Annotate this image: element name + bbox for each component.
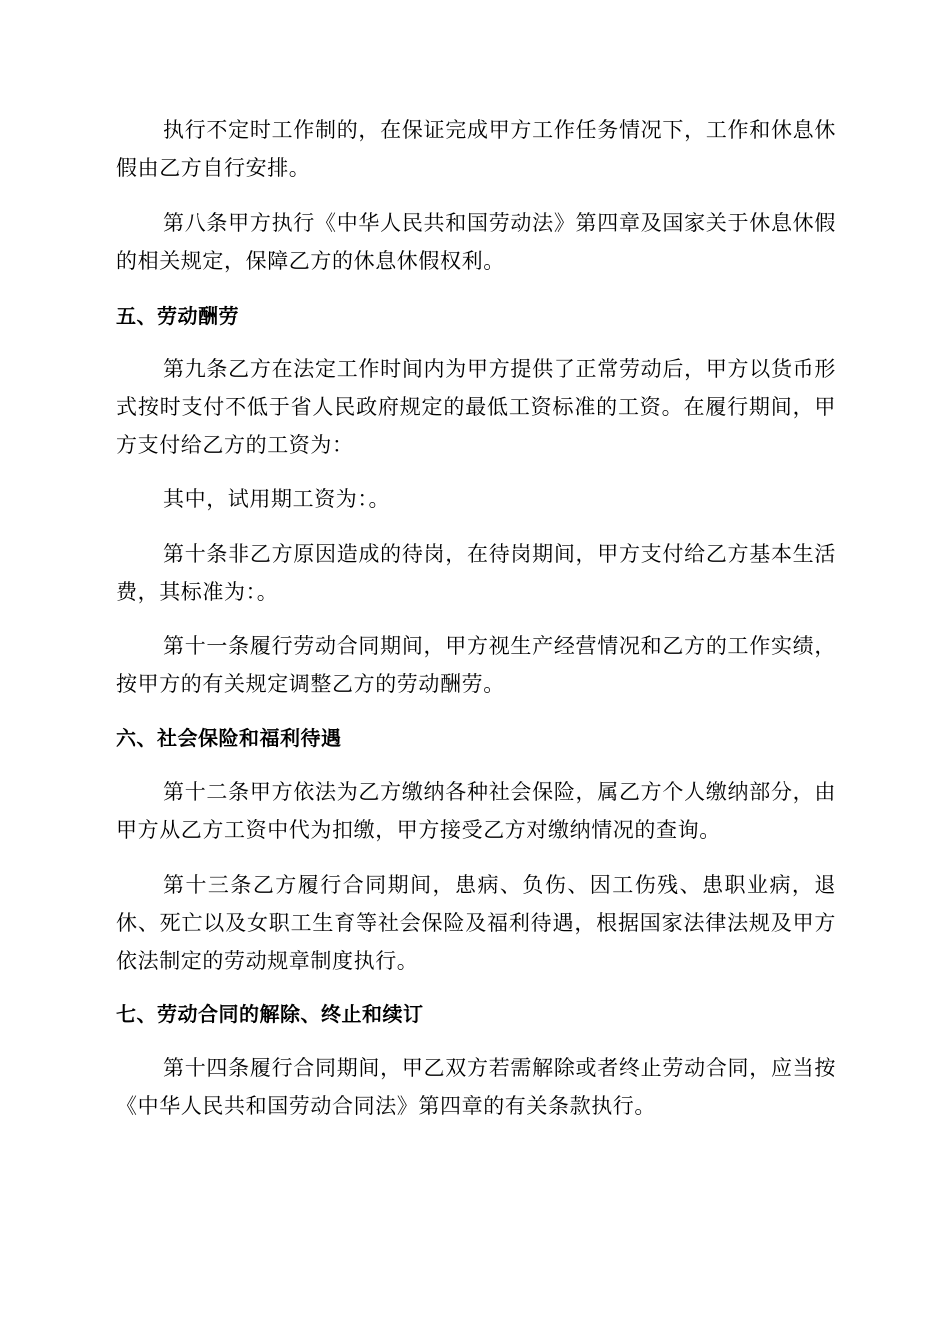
paragraph-article-12: 第十二条甲方依法为乙方缴纳各种社会保险，属乙方个人缴纳部分，由甲方从乙方工资中代为扣缴，甲方接受乙方对缴纳情况的查询。 [116,780,836,842]
paragraph-article-10: 第十条非乙方原因造成的待岗，在待岗期间，甲方支付给乙方基本生活费，其标准为：。 [116,542,836,604]
section-heading-6: 六、社会保险和福利待遇 [116,726,342,750]
paragraph-article-11: 第十一条履行劳动合同期间，甲方视生产经营情况和乙方的工作实绩，按甲方的有关规定调整乙方的劳动酬劳。 [116,634,836,696]
paragraph-rest-schedule: 执行不定时工作制的，在保证完成甲方工作任务情况下，工作和休息休假由乙方自行安排。 [116,118,836,180]
paragraph-article-13: 第十三条乙方履行合同期间，患病、负伤、因工伤残、患职业病，退休、死亡以及女职工生育等社会保险及福利待遇，根据国家法律法规及甲方依法制定的劳动规章制度执行。 [116,873,836,973]
section-heading-5: 五、劳动酬劳 [116,304,239,328]
paragraph-article-9: 第九条乙方在法定工作时间内为甲方提供了正常劳动后，甲方以货币形式按时支付不低于省人民政府规定的最低工资标准的工资。在履行期间，甲方支付给乙方的工资为： [116,357,836,457]
paragraph-article-8: 第八条甲方执行《中华人民共和国劳动法》第四章及国家关于休息休假的相关规定，保障乙方的休息休假权利。 [116,211,836,273]
section-heading-7: 七、劳动合同的解除、终止和续订 [116,1002,424,1026]
paragraph-probation-wage: 其中，试用期工资为：。 [163,487,391,511]
paragraph-article-14: 第十四条履行合同期间，甲乙双方若需解除或者终止劳动合同，应当按《中华人民共和国劳动合同法》第四章的有关条款执行。 [116,1056,836,1118]
